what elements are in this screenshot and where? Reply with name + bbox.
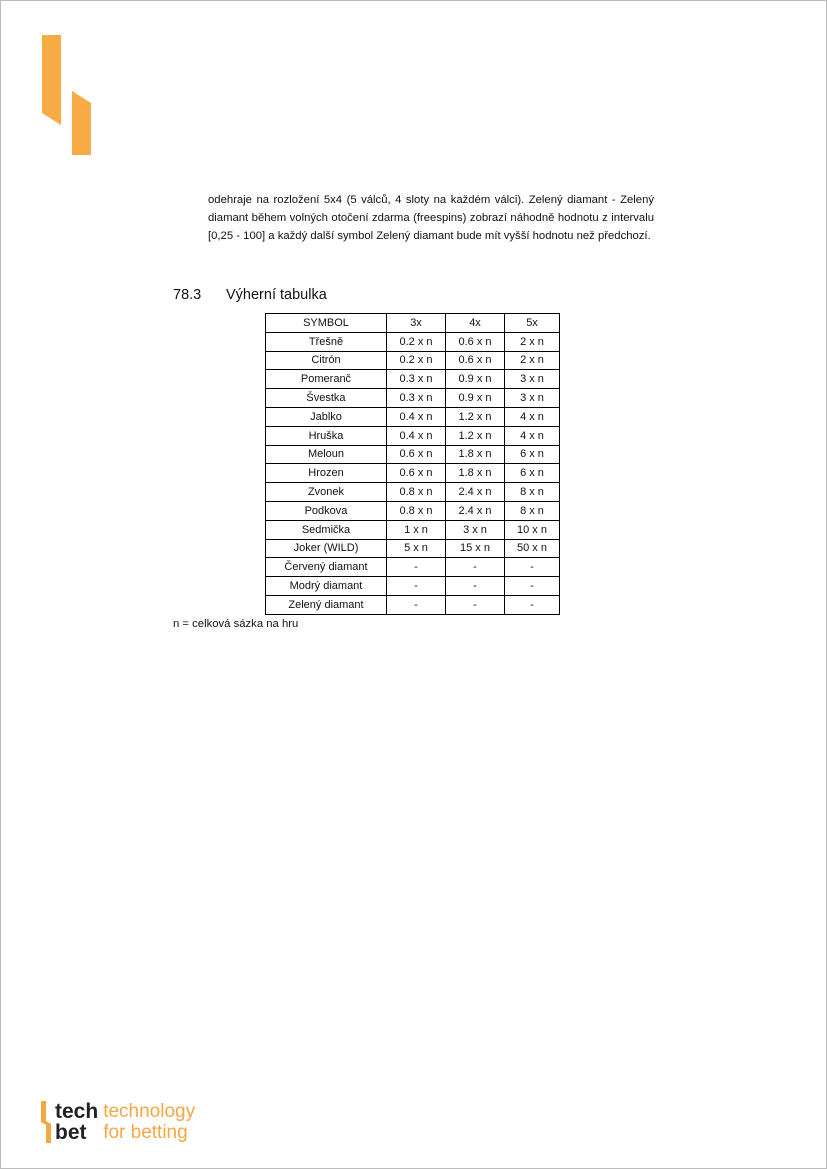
payout-cell: - [505,595,560,614]
table-row [266,539,560,558]
section-heading [173,287,327,303]
symbol-cell: Třešně [266,332,387,351]
payout-cell: 6 x n [505,445,560,464]
table-row [266,426,560,445]
payout-cell: 1.2 x n [446,407,505,426]
table-row [266,595,560,614]
payout-cell: 0.9 x n [446,370,505,389]
table-row [266,445,560,464]
payout-table [265,313,560,615]
payout-cell: 2.4 x n [446,501,505,520]
symbol-cell: Hrozen [266,464,387,483]
table-row [266,332,560,351]
payout-cell: 6 x n [505,464,560,483]
payout-cell: 0.4 x n [387,407,446,426]
column-header: 3x [387,314,446,333]
payout-cell: - [387,558,446,577]
payout-cell: 3 x n [505,389,560,408]
table-row [266,577,560,596]
payout-cell: 50 x n [505,539,560,558]
symbol-cell: Podkova [266,501,387,520]
table-note: n = celková sázka na hru [173,618,299,630]
payout-cell: 0.6 x n [387,445,446,464]
symbol-cell: Švestka [266,389,387,408]
column-header: SYMBOL [266,314,387,333]
symbol-cell: Meloun [266,445,387,464]
table-row [266,501,560,520]
payout-cell: 15 x n [446,539,505,558]
section-number: 78.3 [173,287,202,303]
table-row [266,520,560,539]
payout-cell: 2.4 x n [446,483,505,502]
payout-cell: 0.3 x n [387,370,446,389]
table-header-row [266,314,560,333]
table-row [266,351,560,370]
payout-cell: 3 x n [446,520,505,539]
payout-cell: 4 x n [505,407,560,426]
table-row [266,483,560,502]
payout-cell: 8 x n [505,501,560,520]
logo-bar-icon [41,1101,51,1143]
symbol-cell: Hruška [266,426,387,445]
column-header: 5x [505,314,560,333]
payout-cell: 1.8 x n [446,445,505,464]
payout-cell: 1 x n [387,520,446,539]
symbol-cell: Joker (WILD) [266,539,387,558]
payout-cell: - [446,595,505,614]
symbol-cell: Zelený diamant [266,595,387,614]
symbol-cell: Modrý diamant [266,577,387,596]
symbol-cell: Zvonek [266,483,387,502]
table-row [266,407,560,426]
column-header: 4x [446,314,505,333]
logo-tagline-1: technology [103,1101,196,1122]
payout-cell: - [387,577,446,596]
payout-cell: 8 x n [505,483,560,502]
payout-cell: 3 x n [505,370,560,389]
payout-cell: - [505,558,560,577]
payout-cell: 0.3 x n [387,389,446,408]
payout-cell: 0.4 x n [387,426,446,445]
payout-cell: - [446,577,505,596]
section-title: Výherní tabulka [226,287,327,303]
payout-cell: 2 x n [505,332,560,351]
logo-brand-bet: bet [55,1121,87,1144]
payout-cell: 10 x n [505,520,560,539]
symbol-cell: Sedmička [266,520,387,539]
symbol-cell: Citrón [266,351,387,370]
payout-cell: 1.2 x n [446,426,505,445]
table-row [266,389,560,408]
company-logo-mark [41,35,93,157]
payout-cell: 0.2 x n [387,332,446,351]
payout-cell: 0.6 x n [446,351,505,370]
payout-cell: - [387,595,446,614]
payout-cell: 0.6 x n [446,332,505,351]
payout-cell: 1.8 x n [446,464,505,483]
footer-logo [41,1101,195,1143]
symbol-cell: Jablko [266,407,387,426]
payout-cell: 0.9 x n [446,389,505,408]
payout-cell: 0.8 x n [387,483,446,502]
payout-cell: 0.6 x n [387,464,446,483]
payout-cell: 5 x n [387,539,446,558]
payout-cell: 4 x n [505,426,560,445]
table-row [266,370,560,389]
payout-cell: 2 x n [505,351,560,370]
payout-cell: - [446,558,505,577]
logo-tagline-2: for betting [103,1122,188,1143]
payout-cell: 0.8 x n [387,501,446,520]
table-row [266,558,560,577]
payout-cell: 0.2 x n [387,351,446,370]
symbol-cell: Pomeranč [266,370,387,389]
payout-cell: - [505,577,560,596]
symbol-cell: Červený diamant [266,558,387,577]
logo-brand-tech: tech [55,1100,99,1123]
table-row [266,464,560,483]
body-paragraph: odehraje na rozložení 5x4 (5 válců, 4 sloty na každém válci). Zelený diamant - Zelený diamant během volných otočení zdarma (freespins) zobrazí náhodně hodnotu z intervalu [0,25 - 100] a každý další symbol Zelený diamant bude mít vyšší hodnotu než předchozí. [208,194,654,242]
